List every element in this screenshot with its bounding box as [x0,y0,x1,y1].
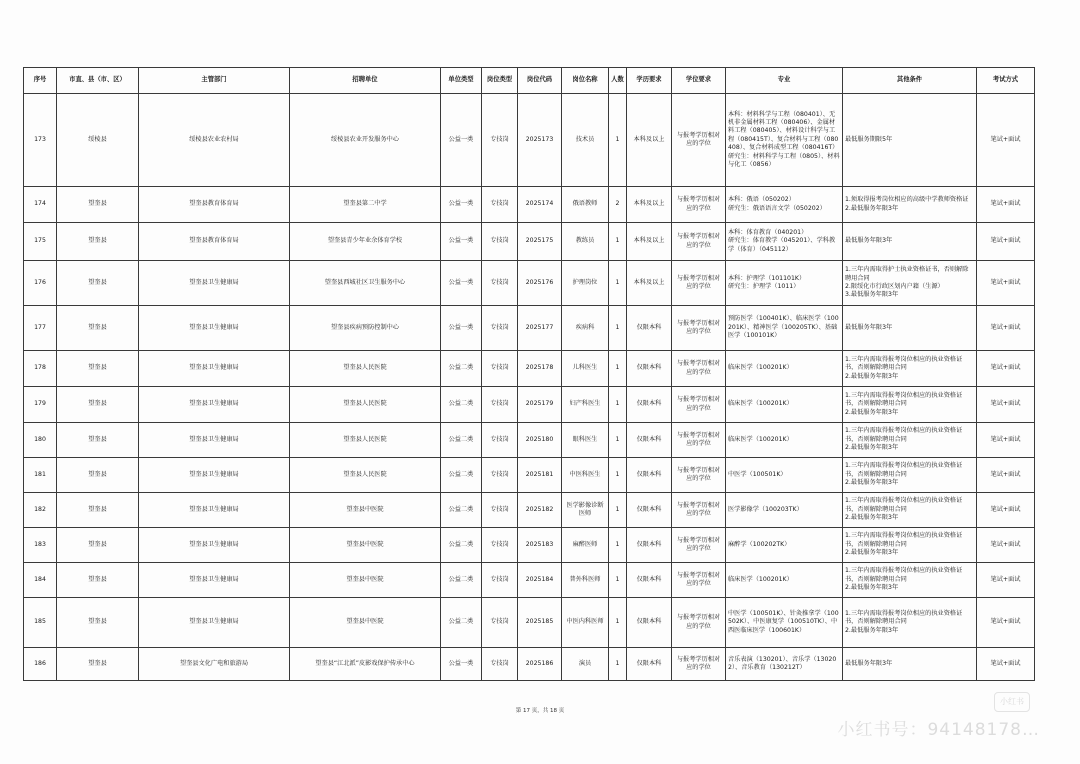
conditions-cell: 1.三年内需取得报考岗位相应的执业资格证书，否则解除聘用合同 2.最低服务年限3年 [843,493,977,528]
header-count: 人数 [609,68,627,94]
unit-cell: 望奎县人民医院 [290,423,441,458]
post-type-cell: 专技岗 [482,648,518,681]
post-code-cell: 2025176 [518,261,562,306]
county-cell: 望奎县 [57,261,139,306]
post-code-cell: 2025184 [518,563,562,598]
seq-cell: 178 [24,351,57,387]
exam-cell: 笔试+面试 [977,351,1035,387]
unit-type-cell: 公益一类 [441,187,482,223]
conditions-cell: 1.须取得报考岗位相应的高级中学教师资格证 2.最低服务年限3年 [843,187,977,223]
degree-cell: 与报考学历相对应的学位 [672,387,726,423]
dept-cell: 望奎县卫生健康局 [139,563,290,598]
degree-cell: 与报考学历相对应的学位 [672,563,726,598]
post-type-cell: 专技岗 [482,598,518,648]
post-name-cell: 护理岗位 [562,261,609,306]
degree-cell: 与报考学历相对应的学位 [672,458,726,493]
seq-cell: 186 [24,648,57,681]
education-cell: 仅限本科 [627,423,672,458]
header-unit-type: 单位类型 [441,68,482,94]
dept-cell: 望奎县卫生健康局 [139,528,290,563]
unit-cell: 望奎县西城社区卫生服务中心 [290,261,441,306]
post-type-cell: 专技岗 [482,528,518,563]
header-post-code: 岗位代码 [518,68,562,94]
unit-cell: 望奎县中医院 [290,563,441,598]
education-cell: 仅限本科 [627,598,672,648]
exam-cell: 笔试+面试 [977,598,1035,648]
conditions-cell: 1.三年内需取得报考岗位相应的执业资格证书，否则解除聘用合同 2.最低服务年限3年 [843,598,977,648]
count-cell: 1 [609,94,627,187]
header-seq: 序号 [24,68,57,94]
table-row [24,423,1035,458]
table-row [24,563,1035,598]
table-row [24,261,1035,306]
unit-type-cell: 公益一类 [441,648,482,681]
post-code-cell: 2025183 [518,528,562,563]
unit-type-cell: 公益二类 [441,387,482,423]
seq-cell: 173 [24,94,57,187]
major-cell: 临床医学（100201K） [726,387,843,423]
major-cell: 本科：俄语（050202） 研究生：俄语语言文学（050202） [726,187,843,223]
seq-cell: 176 [24,261,57,306]
conditions-cell: 最低服务年限3年 [843,648,977,681]
recruitment-table [23,67,1035,681]
county-cell: 望奎县 [57,528,139,563]
header-education: 学历要求 [627,68,672,94]
major-cell: 本科：材料科学与工程（080401）、无机非金属材料工程（080406）、金属材料工程（080405）、材料设计科学与工程（080415T）、复合材料与工程（080408）、复合材料成型工程（080416T） 研究生：材料科学与工程（0805）、材料与化工（0856） [726,94,843,187]
dept-cell: 望奎县卫生健康局 [139,598,290,648]
post-type-cell: 专技岗 [482,493,518,528]
header-conditions: 其他条件 [843,68,977,94]
major-cell: 本科：护理学（101101K） 研究生：护理学（1011） [726,261,843,306]
degree-cell: 与报考学历相对应的学位 [672,423,726,458]
unit-type-cell: 公益一类 [441,306,482,351]
education-cell: 仅限本科 [627,528,672,563]
degree-cell: 与报考学历相对应的学位 [672,351,726,387]
table-row [24,351,1035,387]
post-type-cell: 专技岗 [482,563,518,598]
unit-cell: 望奎县中医院 [290,528,441,563]
dept-cell: 望奎县卫生健康局 [139,423,290,458]
count-cell: 1 [609,598,627,648]
exam-cell: 笔试+面试 [977,493,1035,528]
seq-cell: 182 [24,493,57,528]
education-cell: 仅限本科 [627,351,672,387]
unit-type-cell: 公益二类 [441,528,482,563]
exam-cell: 笔试+面试 [977,458,1035,493]
conditions-cell: 最低服务年限3年 [843,306,977,351]
degree-cell: 与报考学历相对应的学位 [672,648,726,681]
table-row [24,528,1035,563]
post-code-cell: 2025185 [518,598,562,648]
degree-cell: 与报考学历相对应的学位 [672,528,726,563]
education-cell: 仅限本科 [627,458,672,493]
major-cell: 医学影像学（100203TK） [726,493,843,528]
unit-cell: 望奎县人民医院 [290,387,441,423]
post-code-cell: 2025178 [518,351,562,387]
post-name-cell: 麻醉医师 [562,528,609,563]
county-cell: 望奎县 [57,423,139,458]
header-degree: 学位要求 [672,68,726,94]
major-cell: 本科：体育教育（040201） 研究生：体育教学（045201）、学科教学（体育）（045112） [726,223,843,261]
conditions-cell: 1.三年内需取得报考岗位相应的执业资格证书，否则解除聘用合同 2.最低服务年限3年 [843,528,977,563]
seq-cell: 174 [24,187,57,223]
post-code-cell: 2025186 [518,648,562,681]
seq-cell: 181 [24,458,57,493]
table-header-row [24,68,1035,94]
table-row [24,187,1035,223]
conditions-cell: 最低服务期限5年 [843,94,977,187]
post-name-cell: 儿科医生 [562,351,609,387]
post-code-cell: 2025173 [518,94,562,187]
unit-type-cell: 公益一类 [441,94,482,187]
unit-cell: 望奎县中医院 [290,598,441,648]
conditions-cell: 1.三年内需取得报考岗位相应的执业资格证书，否则解除聘用合同 2.最低服务年限3年 [843,387,977,423]
unit-type-cell: 公益一类 [441,223,482,261]
county-cell: 望奎县 [57,187,139,223]
header-dept: 主管部门 [139,68,290,94]
unit-cell: 望奎县青少年业余体育学校 [290,223,441,261]
exam-cell: 笔试+面试 [977,423,1035,458]
major-cell: 中医学（100501K）、针灸推拿学（100502K）、中医康复学（100510TK）、中西医临床医学（100601K） [726,598,843,648]
county-cell: 望奎县 [57,598,139,648]
post-type-cell: 专技岗 [482,306,518,351]
post-name-cell: 医学影像诊断医师 [562,493,609,528]
education-cell: 仅限本科 [627,563,672,598]
dept-cell: 望奎县卫生健康局 [139,387,290,423]
post-name-cell: 教练员 [562,223,609,261]
education-cell: 本科及以上 [627,187,672,223]
degree-cell: 与报考学历相对应的学位 [672,306,726,351]
degree-cell: 与报考学历相对应的学位 [672,598,726,648]
count-cell: 1 [609,351,627,387]
major-cell: 预防医学（100401K）、临床医学（100201K）、精神医学（100205TK）、基础医学（100101K） [726,306,843,351]
post-name-cell: 中医科医生 [562,458,609,493]
seq-cell: 175 [24,223,57,261]
count-cell: 1 [609,648,627,681]
degree-cell: 与报考学历相对应的学位 [672,94,726,187]
unit-cell: 望奎县“江北派”皮影戏保护传承中心 [290,648,441,681]
dept-cell: 望奎县卫生健康局 [139,261,290,306]
seq-cell: 185 [24,598,57,648]
unit-type-cell: 公益二类 [441,493,482,528]
education-cell: 本科及以上 [627,223,672,261]
header-exam: 考试方式 [977,68,1035,94]
post-type-cell: 专技岗 [482,458,518,493]
county-cell: 望奎县 [57,351,139,387]
major-cell: 临床医学（100201K） [726,563,843,598]
unit-cell: 望奎县人民医院 [290,351,441,387]
table-row [24,648,1035,681]
unit-cell: 望奎县中医院 [290,493,441,528]
post-name-cell: 技术员 [562,94,609,187]
post-code-cell: 2025177 [518,306,562,351]
dept-cell: 望奎县卫生健康局 [139,493,290,528]
county-cell: 望奎县 [57,306,139,351]
major-cell: 中医学（100501K） [726,458,843,493]
unit-type-cell: 公益二类 [441,351,482,387]
post-code-cell: 2025179 [518,387,562,423]
exam-cell: 笔试+面试 [977,563,1035,598]
table-row [24,598,1035,648]
seq-cell: 184 [24,563,57,598]
post-name-cell: 演员 [562,648,609,681]
county-cell: 绥棱县 [57,94,139,187]
degree-cell: 与报考学历相对应的学位 [672,187,726,223]
table-row [24,458,1035,493]
seq-cell: 180 [24,423,57,458]
education-cell: 仅限本科 [627,648,672,681]
post-name-cell: 眼科医生 [562,423,609,458]
unit-type-cell: 公益二类 [441,458,482,493]
county-cell: 望奎县 [57,223,139,261]
unit-type-cell: 公益一类 [441,261,482,306]
header-post-name: 岗位名称 [562,68,609,94]
dept-cell: 望奎县文化广电和旅游局 [139,648,290,681]
education-cell: 仅限本科 [627,387,672,423]
watermark-logo: 小红书 [994,692,1030,712]
post-type-cell: 专技岗 [482,94,518,187]
dept-cell: 望奎县卫生健康局 [139,458,290,493]
post-type-cell: 专技岗 [482,387,518,423]
unit-type-cell: 公益二类 [441,598,482,648]
header-post-type: 岗位类型 [482,68,518,94]
exam-cell: 笔试+面试 [977,187,1035,223]
major-cell: 麻醉学（100202TK） [726,528,843,563]
unit-cell: 望奎县人民医院 [290,458,441,493]
post-code-cell: 2025181 [518,458,562,493]
conditions-cell: 1.三年内需取得报考岗位相应的执业资格证书，否则解除聘用合同 2.最低服务年限3年 [843,423,977,458]
post-type-cell: 专技岗 [482,187,518,223]
count-cell: 1 [609,306,627,351]
county-cell: 望奎县 [57,493,139,528]
unit-type-cell: 公益二类 [441,563,482,598]
post-code-cell: 2025182 [518,493,562,528]
seq-cell: 179 [24,387,57,423]
seq-cell: 177 [24,306,57,351]
exam-cell: 笔试+面试 [977,528,1035,563]
count-cell: 1 [609,528,627,563]
conditions-cell: 最低服务年限3年 [843,223,977,261]
major-cell: 音乐表演（130201）、音乐学（130202）、音乐教育（130212T） [726,648,843,681]
major-cell: 临床医学（100201K） [726,351,843,387]
county-cell: 望奎县 [57,563,139,598]
exam-cell: 笔试+面试 [977,261,1035,306]
count-cell: 1 [609,387,627,423]
post-code-cell: 2025175 [518,223,562,261]
exam-cell: 笔试+面试 [977,94,1035,187]
count-cell: 1 [609,563,627,598]
unit-type-cell: 公益二类 [441,423,482,458]
table-row [24,94,1035,187]
count-cell: 2 [609,187,627,223]
table-row [24,493,1035,528]
seq-cell: 183 [24,528,57,563]
conditions-cell: 1.三年内需取得报考岗位相应的执业资格证书，否则解除聘用合同 2.最低服务年限3年 [843,351,977,387]
dept-cell: 望奎县卫生健康局 [139,351,290,387]
dept-cell: 望奎县卫生健康局 [139,306,290,351]
count-cell: 1 [609,223,627,261]
conditions-cell: 1.三年内需取得报考岗位相应的执业资格证书，否则解除聘用合同 2.最低服务年限3年 [843,458,977,493]
education-cell: 本科及以上 [627,261,672,306]
watermark-text: 小红书号：94148178… [837,720,1040,740]
count-cell: 1 [609,493,627,528]
post-type-cell: 专技岗 [482,261,518,306]
post-code-cell: 2025174 [518,187,562,223]
conditions-cell: 1.三年内需取得报考岗位相应的执业资格证书，否则解除聘用合同 2.最低服务年限3年 [843,563,977,598]
county-cell: 望奎县 [57,458,139,493]
unit-cell: 望奎县疾病预防控制中心 [290,306,441,351]
header-unit: 招聘单位 [290,68,441,94]
unit-cell: 望奎县第二中学 [290,187,441,223]
conditions-cell: 1.三年内需取得护士执业资格证书，否则解除聘用合同 2.限绥化市行政区划内户籍（生源） 3.最低服务年限3年 [843,261,977,306]
post-name-cell: 疾病科 [562,306,609,351]
degree-cell: 与报考学历相对应的学位 [672,261,726,306]
table-row [24,306,1035,351]
post-name-cell: 中医内科医师 [562,598,609,648]
header-major: 专业 [726,68,843,94]
degree-cell: 与报考学历相对应的学位 [672,223,726,261]
post-type-cell: 专技岗 [482,223,518,261]
post-type-cell: 专技岗 [482,423,518,458]
exam-cell: 笔试+面试 [977,387,1035,423]
exam-cell: 笔试+面试 [977,648,1035,681]
post-code-cell: 2025180 [518,423,562,458]
exam-cell: 笔试+面试 [977,306,1035,351]
post-name-cell: 妇产科医生 [562,387,609,423]
dept-cell: 望奎县教育体育局 [139,223,290,261]
count-cell: 1 [609,261,627,306]
table-row [24,223,1035,261]
degree-cell: 与报考学历相对应的学位 [672,493,726,528]
table-row [24,387,1035,423]
count-cell: 1 [609,458,627,493]
post-name-cell: 普外科医师 [562,563,609,598]
county-cell: 望奎县 [57,387,139,423]
header-county: 市直、县（市、区） [57,68,139,94]
page-number: 第 17 页，共 18 页 [515,708,565,714]
major-cell: 临床医学（100201K） [726,423,843,458]
unit-cell: 绥棱县农业开发服务中心 [290,94,441,187]
education-cell: 仅限本科 [627,306,672,351]
count-cell: 1 [609,423,627,458]
dept-cell: 绥棱县农业农村局 [139,94,290,187]
dept-cell: 望奎县教育体育局 [139,187,290,223]
education-cell: 仅限本科 [627,493,672,528]
county-cell: 望奎县 [57,648,139,681]
exam-cell: 笔试+面试 [977,223,1035,261]
post-type-cell: 专技岗 [482,351,518,387]
education-cell: 本科及以上 [627,94,672,187]
post-name-cell: 俄语教师 [562,187,609,223]
